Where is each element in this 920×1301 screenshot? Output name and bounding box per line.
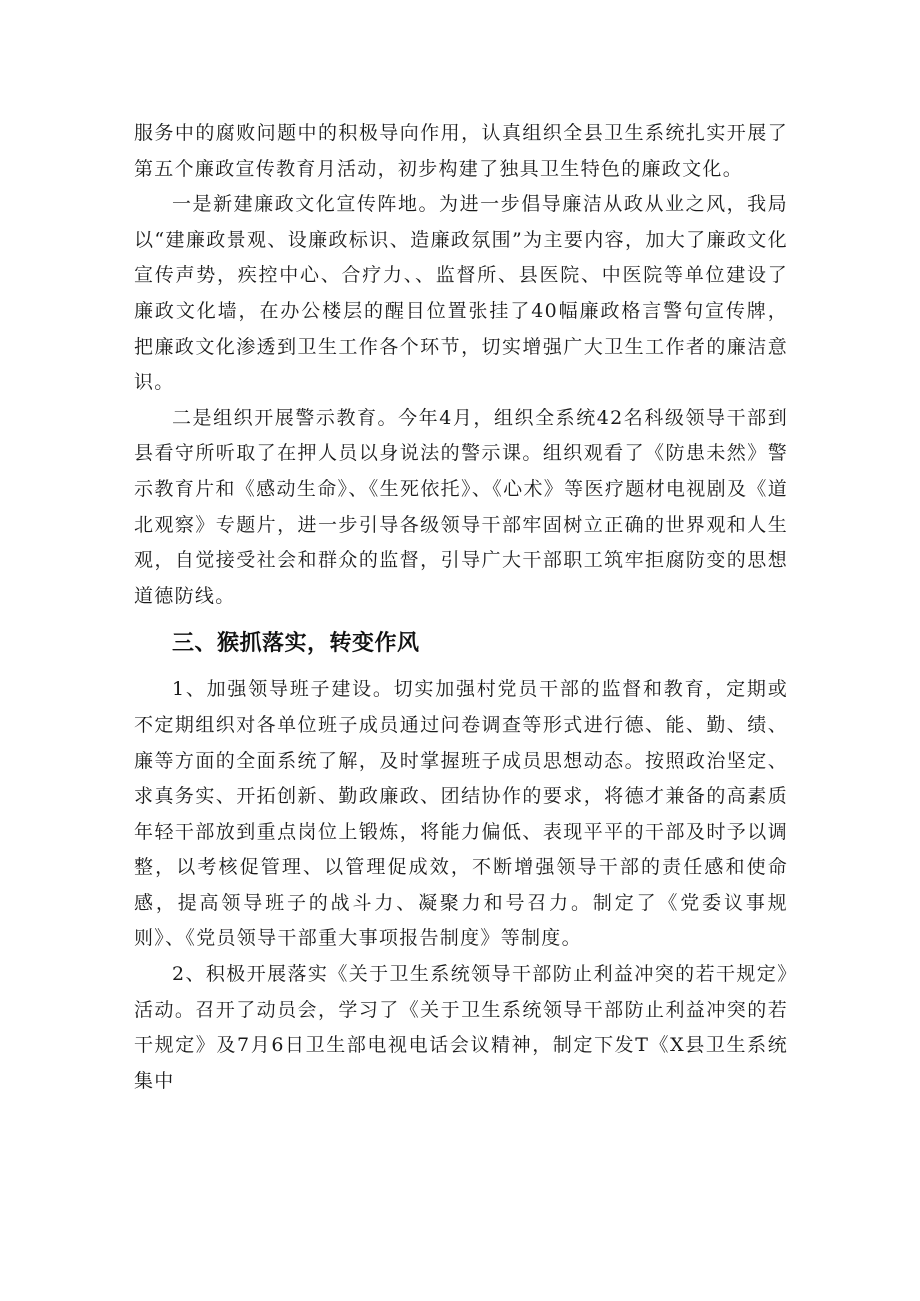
paragraph-warning-education: 二是组织开展警示教育。今年4月，组织全系统42名科级领导干部到县看守所听取了在押人员以身说法的警示课。组织观看了《防患未然》警示教育片和《感动生命》、《生死依托》、《心术》等医疗题材电视剧及《道北观察》专题片，进一步引导各级领导干部牢固树立正确的世界观和人生观，自觉接受社会和群众的监督，引导广大干部职工筑牢拒腐防变的思想道德防线。: [134, 406, 788, 607]
paragraph-conflict-of-interest: 2、积极开展落实《关于卫生系统领导干部防止利益冲突的若干规定》活动。召开了动员会，学习了《关于卫生系统领导干部防止利益冲突的若干规定》及7月6日卫生部电视电话会议精神，制定下发T《X县卫生系统集中: [134, 963, 788, 1092]
paragraph-culture-base: 一是新建廉政文化宣传阵地。为进一步倡导廉洁从政从业之风，我局以“建廉政景观、设廉政标识、造廉政氛围”为主要内容，加大了廉政文化宣传声势，疾控中心、合疗力、、监督所、县医院、中医院等单位建设了廉政文化墙，在办公楼层的醒目位置张挂了40幅廉政格言警句宣传牌，把廉政文化渗透到卫生工作各个环节，切实增强广大卫生工作者的廉洁意识。: [134, 193, 788, 394]
paragraph-continuation: 服务中的腐败问题中的积极导向作用，认真组织全县卫生系统扎实开展了第五个廉政宣传教育月活动，初步构建了独具卫生特色的廉政文化。: [134, 122, 788, 180]
document-body: [134, 116, 788, 1099]
section-heading: 三、猴抓落实，转变作风: [172, 631, 420, 657]
paragraph-leadership-building: 1、加强领导班子建设。切实加强村党员干部的监督和教育，定期或不定期组织对各单位班子成员通过问卷调查等形式进行德、能、勤、绩、廉等方面的全面系统了解，及时掌握班子成员思想动态。按照政治坚定、求真务实、开拓创新、勤政廉政、团结协作的要求，将德才兼备的高素质年轻干部放到重点岗位上锻炼，将能力偏低、表现平平的干部及时予以调整，以考核促管理、以管理促成效，不断增强领导干部的责任感和使命感，提高领导班子的战斗力、凝聚力和号召力。制定了《党委议事规则》、《党员领导干部重大事项报告制度》等制度。: [134, 678, 788, 950]
